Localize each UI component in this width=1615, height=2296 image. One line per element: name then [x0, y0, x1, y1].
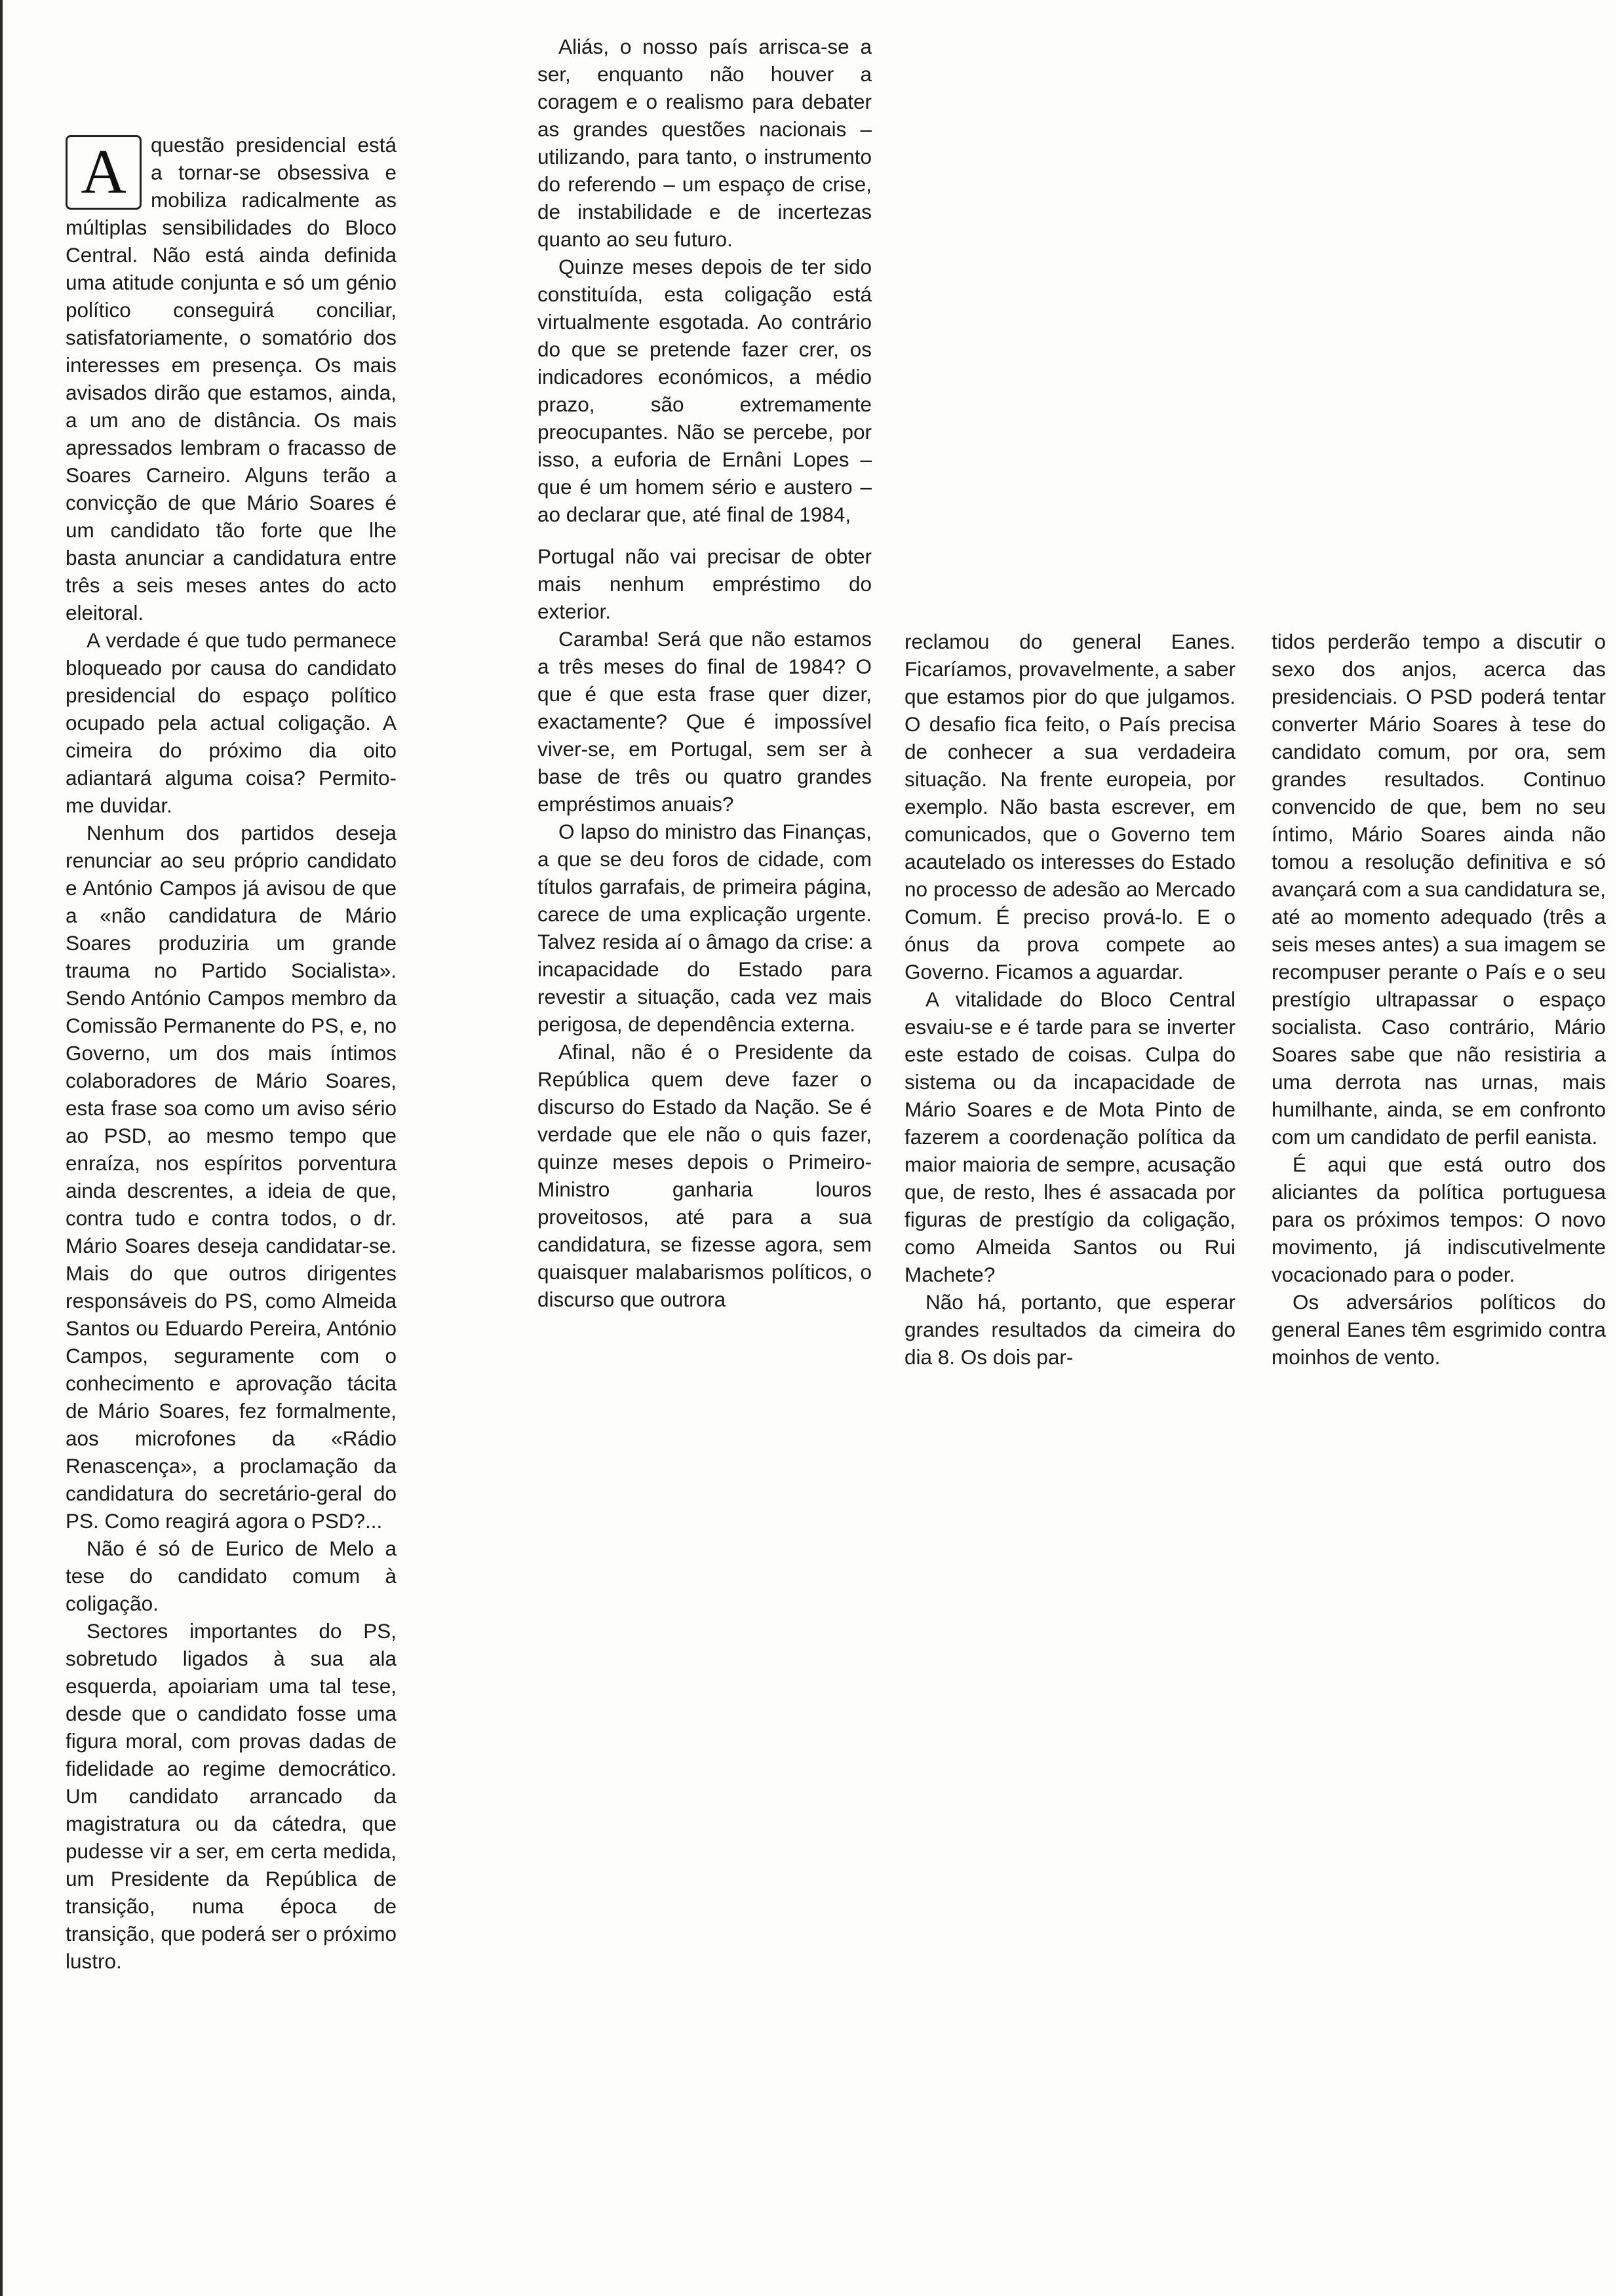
article-column-4 — [1272, 628, 1606, 1371]
paragraph: Os adversários políticos do general Eanes têm esgrimido contra moinhos de vento. — [1272, 1290, 1606, 1369]
lead-paragraph — [66, 131, 397, 626]
paragraph: Aliás, o nosso país arrisca-se a ser, enquanto não houver a coragem e o realismo para debater as grandes questões nacionais – utilizando, para tanto, o instrumento do referendo – um espaço de crise, de instabilidade e de incertezas quanto ao seu futuro. — [537, 35, 872, 251]
paragraph: O lapso do ministro das Finanças, a que se deu foros de cidade, com títulos garrafais, de primeira página, carece de uma explicação urgente. Talvez resida aí o âmago da crise: a incapacidade do Estado para revestir a situação, cada vez mais perigosa, de dependência externa. — [537, 820, 872, 1036]
paragraph: Não é só de Eurico de Melo a tese do candidato comum à coligação. — [66, 1537, 397, 1615]
lead-paragraph-text: questão presidencial está a tornar-se obsessiva e mobiliza radicalmente as múltiplas sensibilidades do Bloco Central. Não está ainda definida uma atitude conjunta e só um génio político conseguirá conciliar, satisfatoriamente, o somatório dos interesses em presença. Os mais avisados dirão que estamos, ainda, a um ano de distância. Os mais apressados lembram o fracasso de Soares Carneiro. Alguns terão a convicção de que Mário Soares é um candidato tão forte que lhe basta anunciar a candidatura entre três a seis meses antes do acto eleitoral. — [66, 133, 397, 624]
article-column-2 — [537, 33, 872, 1313]
article-column-1 — [66, 131, 397, 1975]
column-gap — [537, 528, 872, 543]
scan-edge — [0, 0, 3, 2296]
paragraph: Afinal, não é o Presidente da República quem deve fazer o discurso do Estado da Nação. Se é verdade que ele não o quis fazer, quinze meses depois o Primeiro-Ministro ganharia louros proveitosos, até para a sua candidatura, se fizesse agora, sem quaisquer malabarismos políticos, o discurso que outrora — [537, 1040, 872, 1311]
drop-cap-letter: A — [66, 135, 142, 210]
paragraph: É aqui que está outro dos aliciantes da política portuguesa para os próximos tempos: O novo movimento, já indiscutivelmente vocacionado para o poder. — [1272, 1153, 1606, 1286]
article-column-3 — [905, 628, 1236, 1371]
paragraph: Caramba! Será que não estamos a três meses do final de 1984? O que é que esta frase quer dizer, exactamente? Que é impossível viver-se, em Portugal, sem ser à base de três ou quatro grandes empréstimos anuais? — [537, 627, 872, 816]
paragraph: A verdade é que tudo permanece bloqueado por causa do candidato presidencial do espaço político ocupado pela actual coligação. A cimeira do próximo dia oito adiantará alguma coisa? Permito-me duvidar. — [66, 628, 397, 817]
paragraph-continued: tidos perderão tempo a discutir o sexo dos anjos, acerca das presidenciais. O PSD poderá tentar converter Mário Soares à tese do candidato comum, por ora, sem grandes resultados. Continuo convencido de que, bem no seu íntimo, Mário Soares ainda não tomou a resolução definitiva e só avançará com a sua candidatura se, até ao momento adequado (três a seis meses antes) a sua imagem se recompuser perante o País e o seu prestígio ultrapassar o espaço socialista. Caso contrário, Mário Soares sabe que não resistiria a uma derrota nas urnas, mais humilhante, ainda, se em confronto com um candidato de perfil eanista. — [1272, 630, 1606, 1149]
paragraph: Quinze meses depois de ter sido constituída, esta coligação está virtualmente esgotada. Ao contrário do que se pretende fazer crer, os indicadores económicos, a médio prazo, são extremamente preocupantes. Não se percebe, por isso, a euforia de Ernâni Lopes – que é um homem sério e austero – ao declarar que, até final de 1984, — [537, 255, 872, 526]
paragraph: A vitalidade do Bloco Central esvaiu-se e é tarde para se inverter este estado de coisas. Culpa do sistema ou da incapacidade de Mário Soares e de Mota Pinto de fazerem a coordenação política da maior maioria de sempre, acusação que, de resto, lhes é assacada por figuras de prestígio da coligação, como Almeida Santos ou Rui Machete? — [905, 987, 1236, 1286]
paragraph-continued: Portugal não vai precisar de obter mais nenhum empréstimo do exterior. — [537, 545, 872, 623]
paragraph: Nenhum dos partidos deseja renunciar ao seu próprio candidato e António Campos já avisou de que a «não candidatura de Mário Soares produziria um grande trauma no Partido Socialista». Sendo António Campos membro da Comissão Permanente do PS, e, no Governo, um dos mais íntimos colaboradores de Mário Soares, esta frase soa como um aviso sério ao PSD, ao mesmo tempo que enraíza, nos espíritos porventura ainda descrentes, a ideia de que, contra tudo e contra todos, o dr. Mário Soares deseja candidatar-se. Mais do que outros dirigentes responsáveis do PS, como Almeida Santos ou Eduardo Pereira, António Campos, seguramente com o conhecimento e aprovação tácita de Mário Soares, fez formalmente, aos microfones da «Rádio Renascença», a proclamação da candidatura do secretário-geral do PS. Como reagirá agora o PSD?... — [66, 821, 397, 1533]
paragraph-continued: reclamou do general Eanes. Ficaríamos, provavelmente, a saber que estamos pior do que julgamos. O desafio fica feito, o País precisa de conhecer a sua verdadeira situação. Na frente europeia, por exemplo. Não basta escrever, em comunicados, que o Governo tem acautelado os interesses do Estado no processo de adesão ao Mercado Comum. É preciso prová-lo. E o ónus da prova compete ao Governo. Ficamos a aguardar. — [905, 630, 1236, 984]
paragraph: Não há, portanto, que esperar grandes resultados da cimeira do dia 8. Os dois par- — [905, 1290, 1236, 1369]
paragraph: Sectores importantes do PS, sobretudo ligados à sua ala esquerda, apoiariam uma tal tese, desde que o candidato fosse uma figura moral, com provas dadas de fidelidade ao regime democrático. Um candidato arrancado da magistratura ou da cátedra, que pudesse vir a ser, em certa medida, um Presidente da República de transição, numa época de transição, que poderá ser o próximo lustro. — [66, 1619, 397, 1973]
